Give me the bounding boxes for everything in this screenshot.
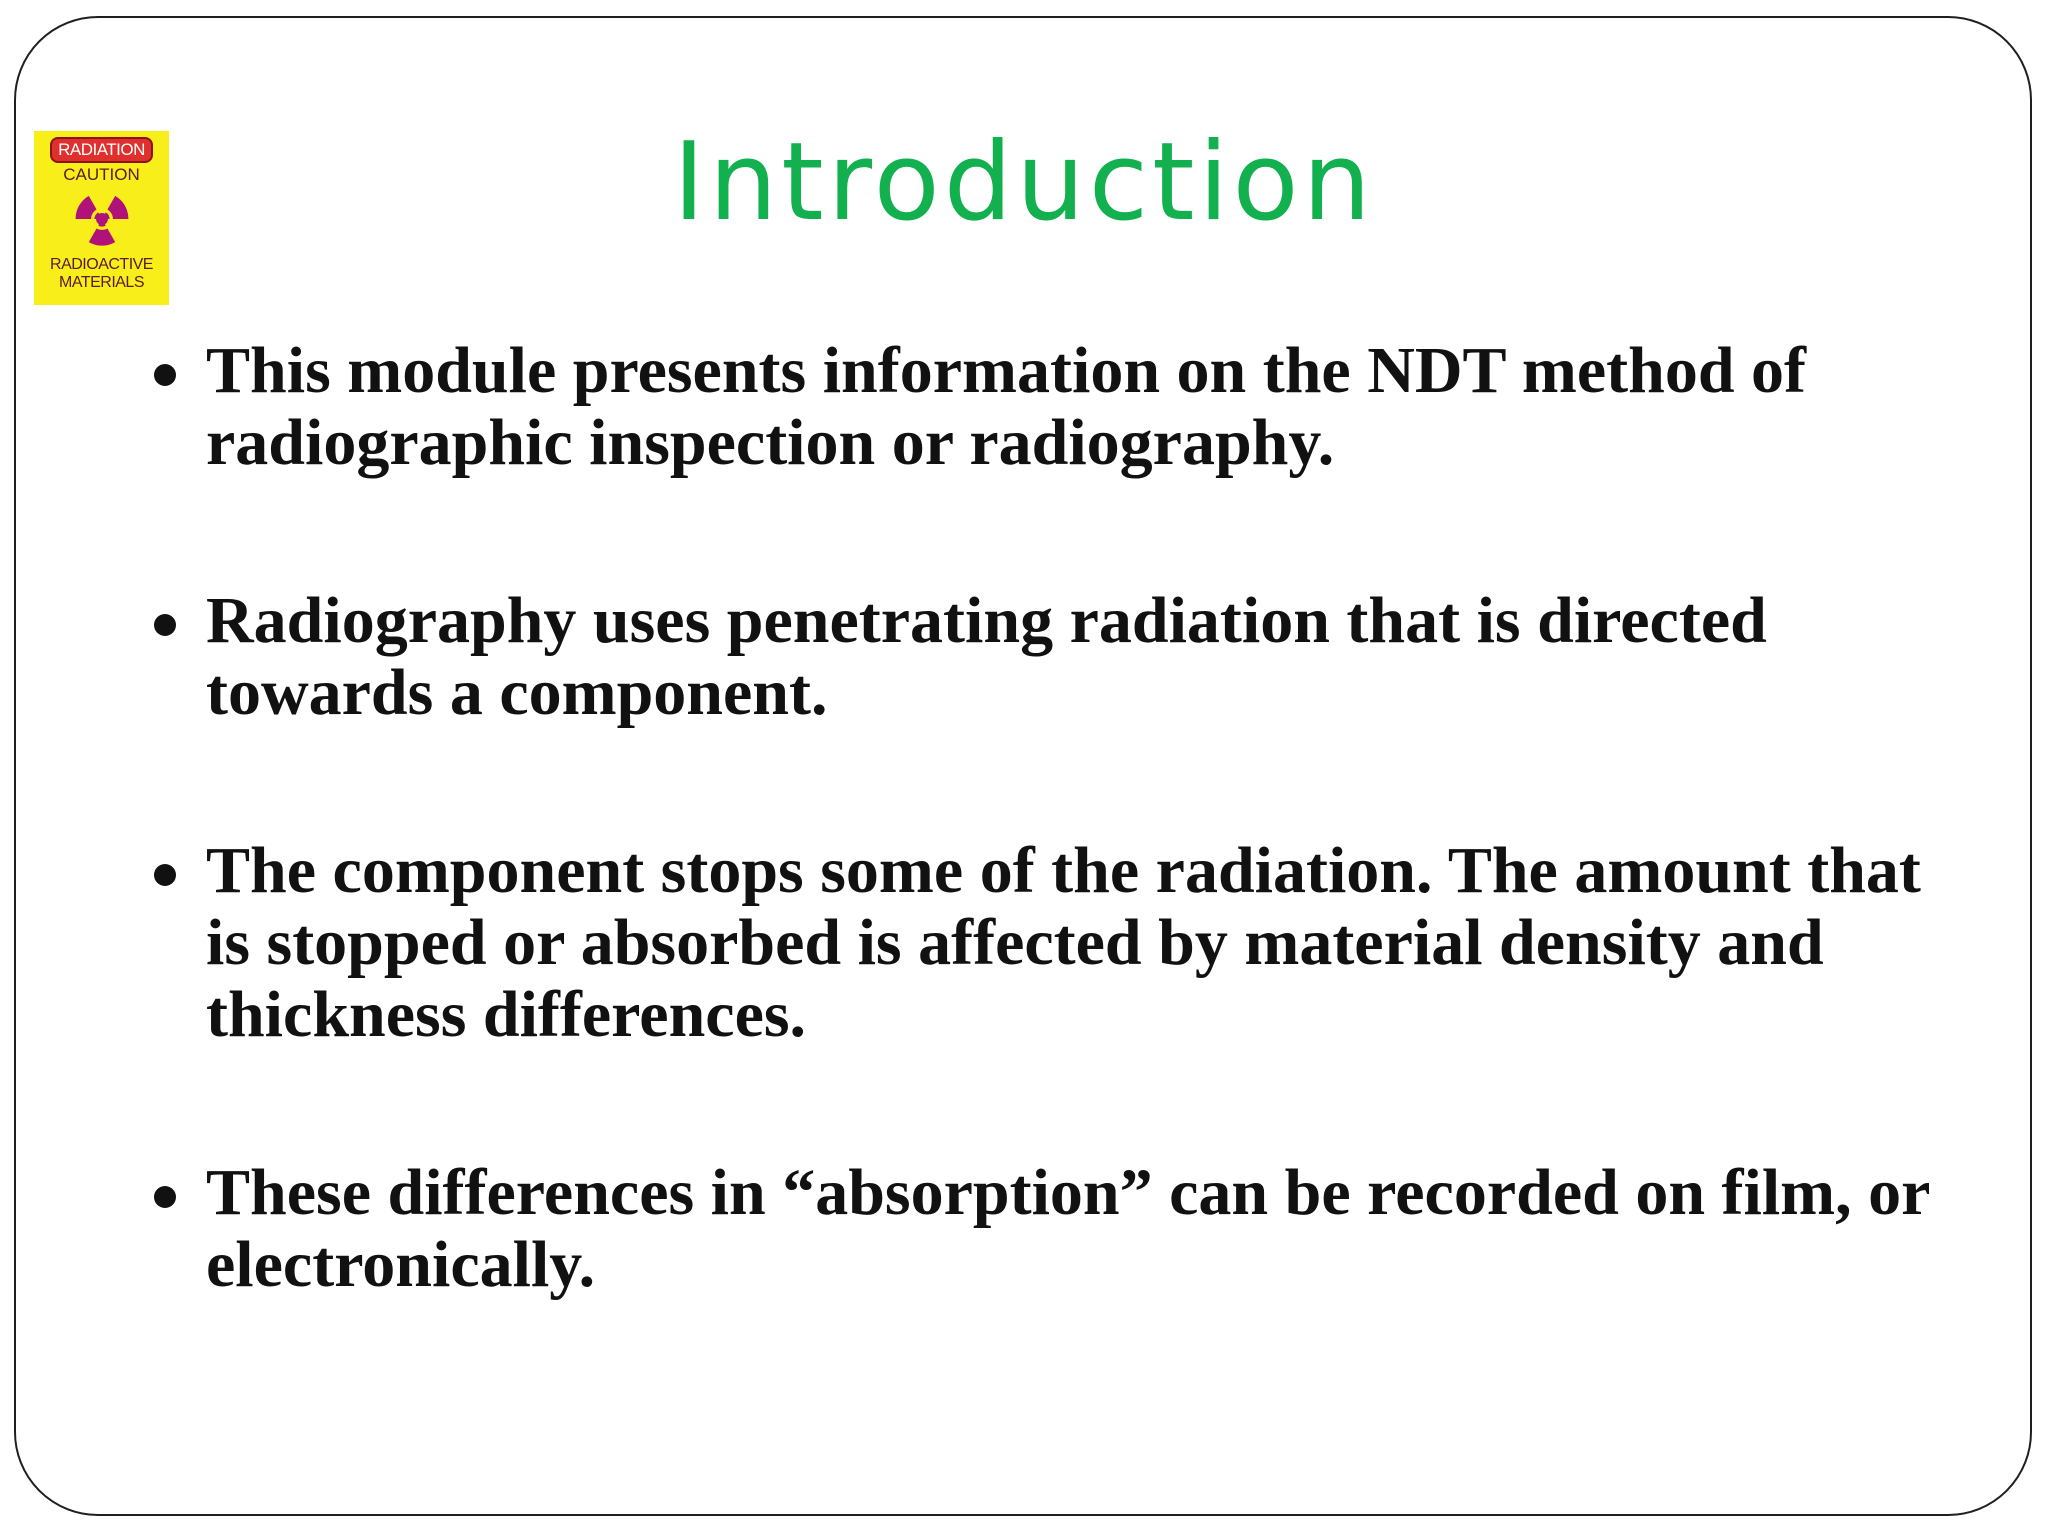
bullet-item: Radiography uses penetrating radiation that is directed towards a component. (150, 585, 1970, 729)
logo-badge-text: RADIATION (50, 137, 153, 163)
logo-bottom-line-2: MATERIALS (59, 274, 144, 291)
logo-bottom-line-1: RADIOACTIVE (50, 256, 153, 273)
bullet-item: The component stops some of the radiation. The amount that is stopped or absorbed is affected by material density and thickness differences. (150, 835, 1970, 1051)
bullet-item: This module presents information on the NDT method of radiographic inspection or radiography. (150, 335, 1970, 479)
slide-title: Introduction (672, 120, 1375, 245)
bullet-list (150, 335, 1970, 1407)
logo-caution-text: CAUTION (63, 165, 140, 184)
logo-bottom-text (50, 256, 153, 292)
bullet-item: These differences in “absorption” can be recorded on film, or electronically. (150, 1157, 1970, 1301)
